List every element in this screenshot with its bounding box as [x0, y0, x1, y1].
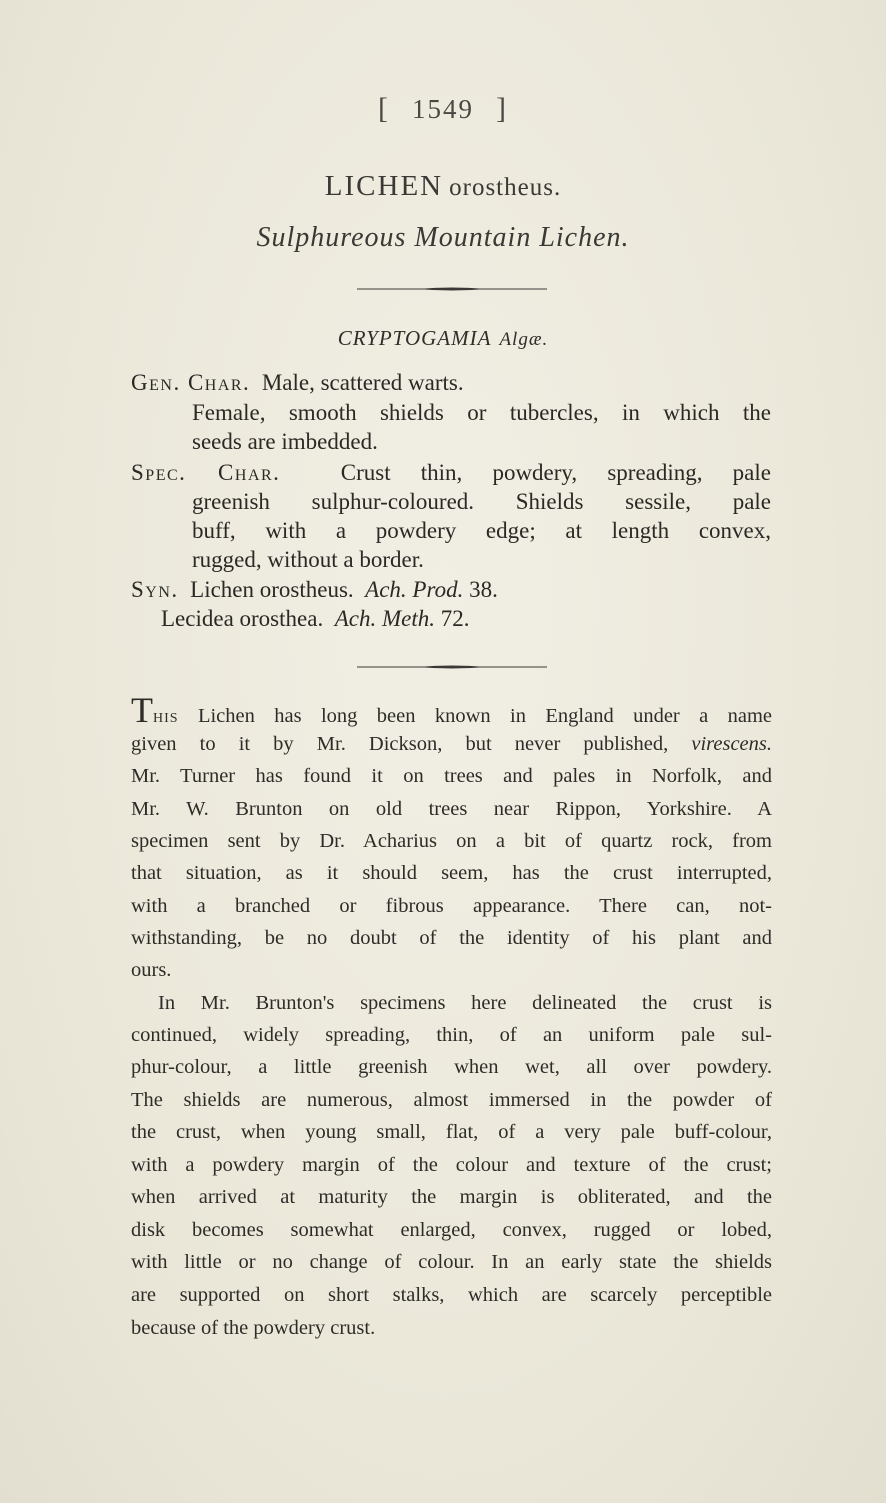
paragraph-2-line-6: with a powdery margin of the colour and texture of the crust; [131, 1154, 772, 1176]
paragraph-1-line-3: Mr. Turner has found it on trees and pales in Norfolk, and [131, 765, 772, 787]
paragraph-2-line-9: with little or no change of colour. In an early state the shields [131, 1251, 772, 1273]
synonym-line-2: Lecidea orosthea. Ach. Meth. 72. [161, 606, 470, 631]
left-bracket: [ [378, 92, 390, 125]
paragraph-1-line-1: This Lichen has long been known in England under a name [131, 690, 773, 730]
page-number-value: 1549 [412, 94, 474, 124]
paragraph-1-line-2: given to it by Mr. Dickson, but never published, virescens. [131, 733, 772, 755]
gen-char-line-2: Female, smooth shields or tubercles, in which the [192, 400, 771, 425]
drop-cap: T [131, 690, 153, 730]
spec-char-line-4: rugged, without a border. [192, 547, 424, 572]
paragraph-1-line-9: ours. [131, 959, 172, 981]
gen-char-line-3: seeds are imbedded. [192, 429, 378, 454]
synonym-line-1: Syn. Lichen orostheus. Ach. Prod. 38. [131, 577, 498, 602]
paragraph-2-line-8: disk becomes somewhat enlarged, convex, rugged or lobed, [131, 1219, 772, 1241]
paragraph-2-line-4: The shields are numerous, almost immersed in the powder of [131, 1089, 772, 1111]
order-name: Algæ. [499, 329, 549, 350]
page-number [0, 92, 886, 126]
gen-char-label: Gen. Char. [131, 370, 251, 395]
spec-char-label: Spec. Char. [131, 460, 281, 485]
spec-char-line-2: greenish sulphur-coloured. Shields sessile, pale [192, 489, 771, 514]
classification [0, 326, 886, 351]
common-name: Sulphureous Mountain Lichen. [256, 222, 630, 253]
paragraph-2-line-5: the crust, when young small, flat, of a very pale buff-colour, [131, 1121, 772, 1143]
spec-char-line-1: Spec. Char. Crust thin, powdery, spreading, pale [131, 460, 771, 485]
ornamental-rule-bottom [357, 664, 547, 670]
spec-char-line-3: buff, with a powdery edge; at length convex, [192, 518, 771, 543]
title-species: orostheus. [449, 174, 562, 201]
syn-label: Syn. [131, 577, 179, 602]
paragraph-2-line-7: when arrived at maturity the margin is obliterated, and the [131, 1186, 772, 1208]
paragraph-1-line-6: that situation, as it should seem, has the crust interrupted, [131, 862, 772, 884]
paragraph-2-line-1: In Mr. Brunton's specimens here delineated the crust is [158, 992, 772, 1014]
paragraph-1-line-8: withstanding, be no doubt of the identity of his plant and [131, 927, 772, 949]
gen-char-line-1: Gen. Char. Male, scattered warts. [131, 370, 464, 395]
paragraph-1-line-5: specimen sent by Dr. Acharius on a bit of quartz rock, from [131, 830, 772, 852]
right-bracket: ] [496, 92, 508, 125]
paragraph-1-line-7: with a branched or fibrous appearance. There can, not- [131, 895, 772, 917]
paragraph-2-line-3: phur-colour, a little greenish when wet, all over powdery. [131, 1056, 772, 1078]
paragraph-2-line-2: continued, widely spreading, thin, of an uniform pale sul- [131, 1024, 772, 1046]
class-name: CRYPTOGAMIA [337, 326, 492, 350]
page-title [0, 170, 886, 203]
paragraph-1-line-4: Mr. W. Brunton on old trees near Rippon, Yorkshire. A [131, 798, 772, 820]
paragraph-2-line-10: are supported on short stalks, which are scarcely perceptible [131, 1284, 772, 1306]
paragraph-2-line-11: because of the powdery crust. [131, 1317, 376, 1339]
title-genus: LICHEN [324, 170, 444, 202]
ornamental-rule-top [357, 286, 547, 292]
